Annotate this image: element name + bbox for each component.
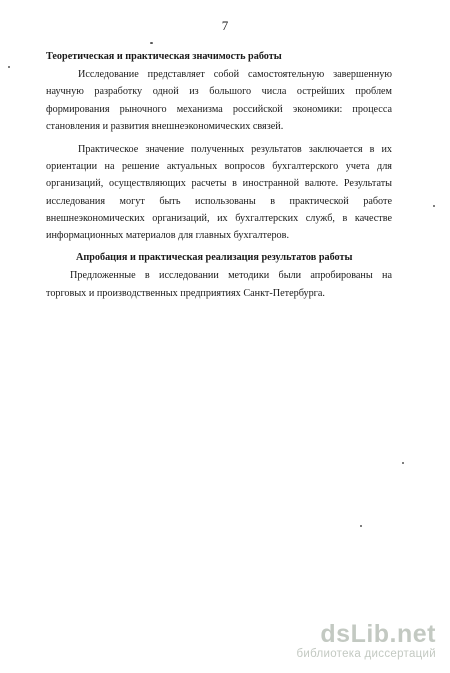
paragraph-research-description: Исследование представляет собой самостоятельную завершенную научную разработку одной из большого числа острейших проблем формирования рыночного механизма российской экономики: процесса становления и развития внешнеэкономических связей. (46, 69, 392, 132)
scan-speck (150, 42, 153, 44)
page-number: 7 (221, 18, 229, 33)
section-heading-significance: Теоретическая и практическая значимость работы (46, 51, 282, 62)
scan-speck (433, 205, 435, 207)
watermark (266, 621, 436, 661)
scan-speck (360, 525, 362, 527)
scan-speck (8, 66, 10, 68)
paragraph-practical-value: Практическое значение полученных результатов заключается в их ориентации на решение актуальных вопросов бухгалтерского учета для организаций, осуществляющих расчеты в иностранной валюте. Результаты исследования могут быть использованы в практической работе внешнеэкономических организаций, их бухгалтерских служб, в качестве информационных материалов для главных бухгалтеров. (46, 144, 392, 242)
document-body (46, 48, 392, 302)
section-heading-approbation: Апробация и практическая реализация результатов работы (76, 252, 353, 264)
scan-speck (402, 462, 404, 464)
watermark-logo: dsLib.net (320, 620, 436, 648)
watermark-subtitle: библиотека диссертаций (296, 648, 436, 660)
paragraph-approbation: Предложенные в исследовании методики были апробированы на торговых и производственных предприятиях Санкт-Петербурга. (46, 270, 392, 299)
